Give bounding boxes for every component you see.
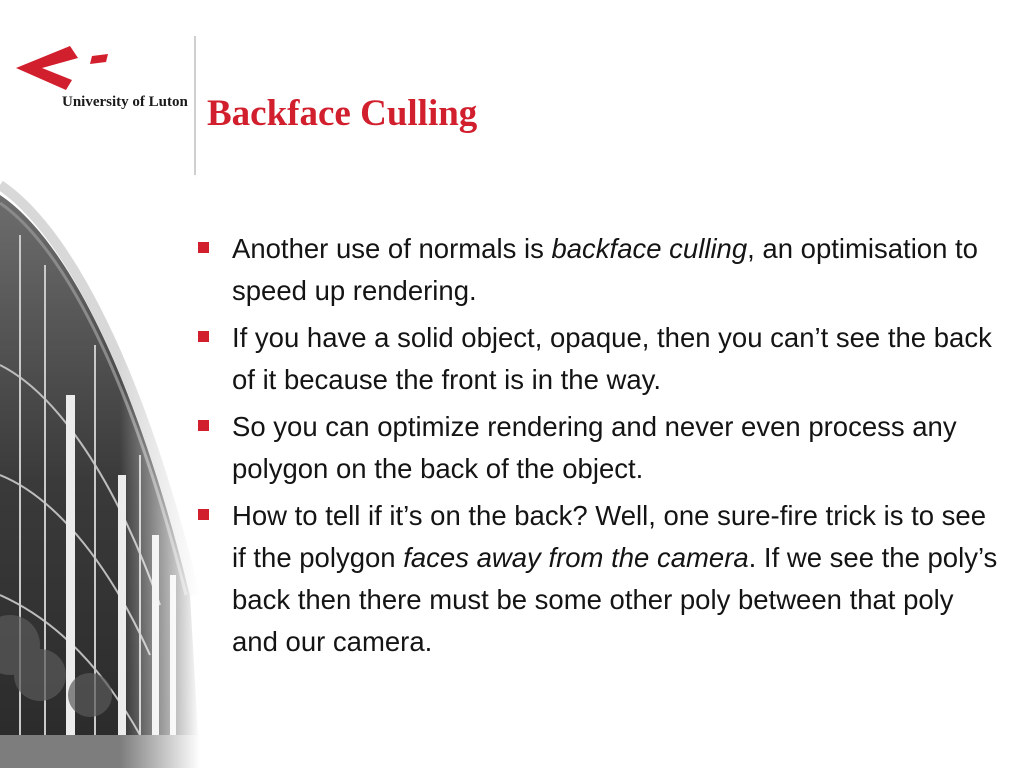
text-segment: . If we see the poly’s back then there must be some other poly between that poly and our camera.: [232, 542, 998, 657]
bullet-list: [198, 228, 998, 668]
slide-title: Backface Culling: [207, 93, 478, 134]
header-divider: [194, 36, 196, 178]
text-segment: If you have a solid object, opaque, then you can’t see the back of it because the front is in the way.: [232, 322, 992, 395]
emphasis-text: faces away from the camera: [403, 542, 749, 573]
building-photo: [0, 175, 200, 768]
bullet-text: [232, 317, 998, 401]
emphasis-text: backface culling: [551, 233, 748, 264]
bullet-item: [198, 406, 998, 490]
red-square-bullet-icon: [198, 331, 209, 342]
logo-text: University of Luton: [62, 94, 188, 110]
university-logo: [12, 38, 192, 118]
bullet-text: [232, 228, 998, 312]
text-segment: , an optimisation to speed up rendering.: [232, 233, 978, 306]
bullet-text: [232, 495, 998, 663]
bullet-text: [232, 406, 998, 490]
luton-arrow-icon: [12, 38, 122, 93]
bullet-item: [198, 228, 998, 312]
text-segment: How to tell if it’s on the back? Well, one sure-fire trick is to see if the polygon: [232, 500, 987, 573]
text-segment: Another use of normals is: [232, 233, 552, 264]
red-square-bullet-icon: [198, 242, 209, 253]
red-square-bullet-icon: [198, 509, 209, 520]
text-segment: So you can optimize rendering and never even process any polygon on the back of the object.: [232, 411, 957, 484]
bullet-item: [198, 317, 998, 401]
red-square-bullet-icon: [198, 420, 209, 431]
bullet-item: [198, 495, 998, 663]
